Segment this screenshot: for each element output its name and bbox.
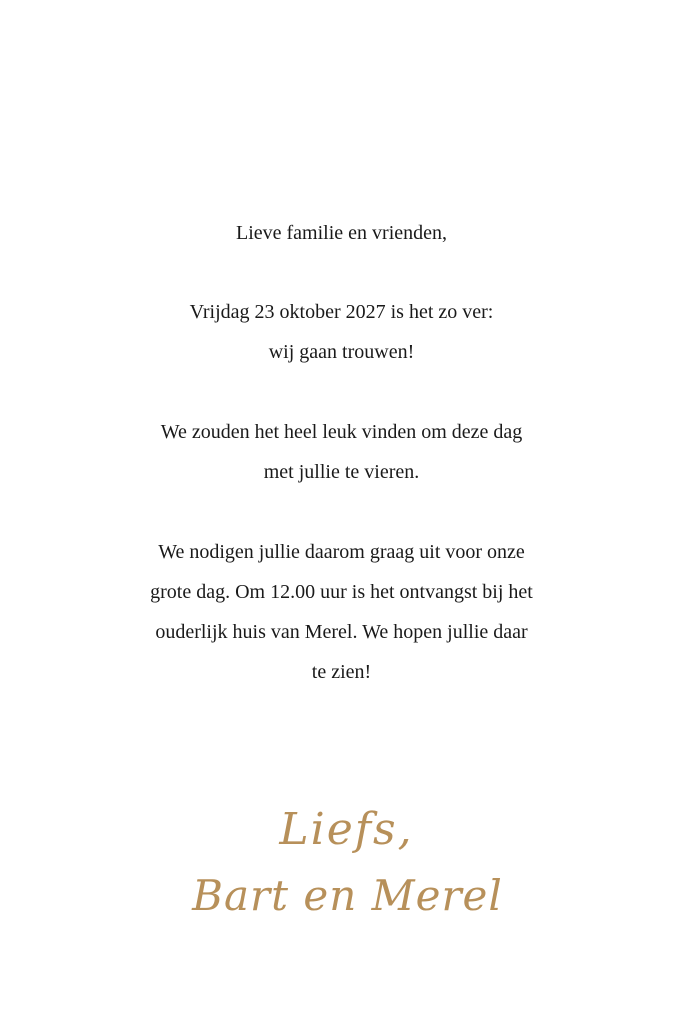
paragraph-line: We zouden het heel leuk vinden om deze dag: [160, 421, 523, 443]
paragraph-date: [0, 292, 683, 372]
paragraph-invitation: [0, 532, 683, 692]
paragraph-line: te zien!: [311, 661, 372, 683]
paragraph-line: wij gaan trouwen!: [268, 341, 415, 363]
greeting-line: Lieve familie en vrienden,: [235, 222, 447, 244]
paragraph-celebrate: [0, 412, 683, 492]
paragraph-line: met jullie te vieren.: [263, 461, 420, 483]
signature-closing: Liefs,: [279, 804, 414, 855]
paragraph-line: Vrijdag 23 oktober 2027 is het zo ver:: [189, 301, 494, 323]
paragraph-line: We nodigen jullie daarom graag uit voor onze: [158, 541, 525, 563]
signature-names: Bart en Merel: [192, 871, 503, 920]
paragraph-line: grote dag. Om 12.00 uur is het ontvangst bij het: [150, 581, 533, 603]
greeting: [0, 213, 683, 253]
paragraph-line: ouderlijk huis van Merel. We hopen jullie daar: [155, 621, 528, 643]
